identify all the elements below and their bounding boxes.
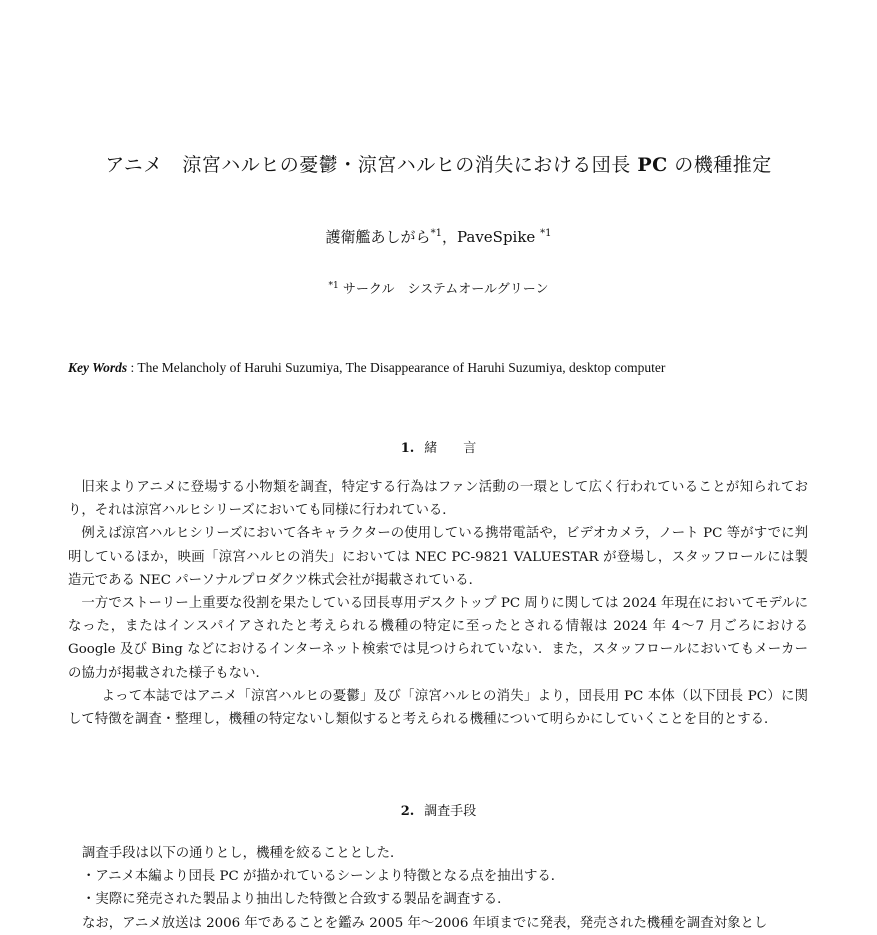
author-1-affil-mark: *1 xyxy=(430,228,442,239)
affiliation-mark: *1 xyxy=(328,281,339,291)
title-pc: PC xyxy=(637,154,668,176)
section-1-paragraph-3: 一方でストーリー上重要な役割を果たしている団長専用デスクトップ PC 周りに関しては 2024 年現在においてモデルになった，またはインスパイアされたと考えられる機種の特定に至ったとされる情報は 2024 年 4～7 月ごろにおける Google 及び Bing などにおけるインターネット検索では見つけられていない．また，スタッフロールにおいてもメーカーの協力が掲載された様子もない． xyxy=(68,596,808,681)
author-line xyxy=(0,226,877,247)
author-separator: ， xyxy=(441,228,457,246)
author-2: PaveSpike xyxy=(456,228,541,246)
affiliation-text: サークル システムオールグリーン xyxy=(338,282,549,297)
keywords-label: Key Words xyxy=(68,360,128,375)
section-1-body xyxy=(68,476,808,731)
section-1-paragraph-2: 例えば涼宮ハルヒシリーズにおいて各キャラクターの使用している携帯電話や，ビデオカメラ，ノート PC 等がすでに判明しているほか，映画「涼宮ハルヒの消失」においては NEC PC-9821 VALUESTAR が登場し，スタッフロールには製造元である NEC パーソナルプロダクツ株式会社が掲載されている． xyxy=(68,526,808,588)
section-2-line-1: 調査手段は以下の通りとし，機種を絞ることとした． xyxy=(82,846,404,861)
affiliation-line xyxy=(0,278,877,297)
section-1-paragraph-4: よって本誌ではアニメ「涼宮ハルヒの憂鬱」及び「涼宮ハルヒの消失」より，団長用 PC 本体（以下団長 PC）に関して特徴を調査・整理し，機種の特定ないし類似すると考えられる機種について明らかにしていくことを目的とする． xyxy=(68,688,808,728)
section-2-line-3: ・実際に発売された製品より抽出した特徴と合致する製品を調査する． xyxy=(82,892,511,908)
section-2-body xyxy=(82,842,812,935)
title-prefix: アニメ 涼宮ハルヒの憂鬱・涼宮ハルヒの消失における団長 xyxy=(105,154,638,176)
section-2-number: 2. xyxy=(400,804,415,819)
section-2-line-4: なお，アニメ放送は 2006 年であることを鑑み 2005 年～2006 年頃までに発表，発売された機種を調査対象とし xyxy=(82,915,768,931)
section-2-heading xyxy=(0,800,877,819)
section-1-number: 1. xyxy=(400,441,415,456)
section-1-paragraph-1: 旧来よりアニメに登場する小物類を調査，特定する行為はファン活動の一環として広く行われていることが知られており，それは涼宮ハルヒシリーズにおいても同様に行われている． xyxy=(68,480,808,519)
section-1-heading xyxy=(0,437,877,456)
section-2-title: 調査手段 xyxy=(424,804,477,819)
author-1: 護衛艦あしがら xyxy=(325,228,431,246)
section-2-line-2: ・アニメ本編より団長 PC が描かれているシーンより特徴となる点を抽出する． xyxy=(82,869,565,885)
section-1-title: 緒 言 xyxy=(424,441,477,456)
title-suffix: の機種推定 xyxy=(667,154,772,176)
author-2-affil-mark: *1 xyxy=(540,228,552,239)
keywords-text: : The Melancholy of Haruhi Suzumiya, The Disappearance of Haruhi Suzumiya, desktop computer xyxy=(127,360,666,375)
paper-title xyxy=(0,150,877,177)
keywords-line xyxy=(68,360,848,376)
